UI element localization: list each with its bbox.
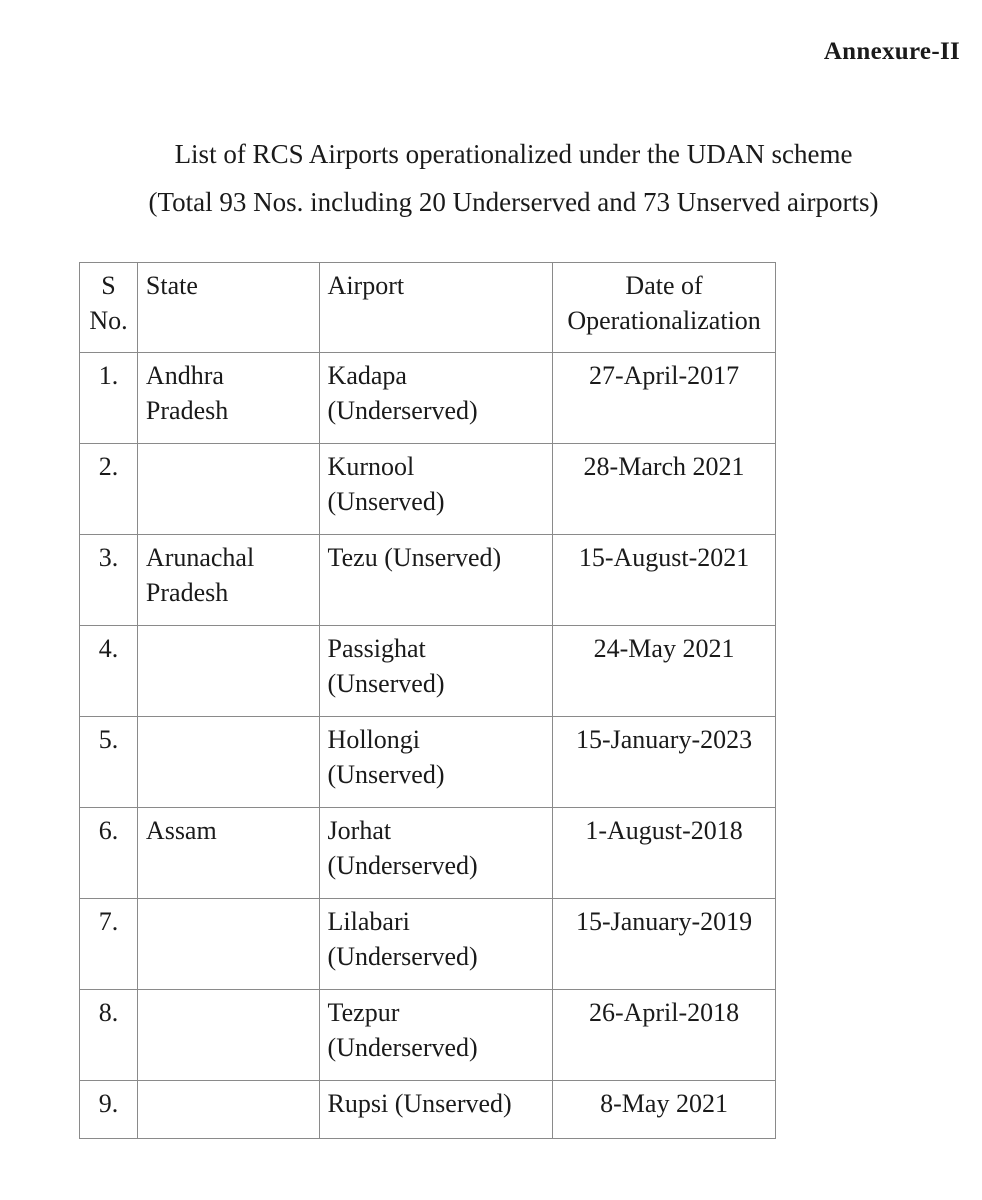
cell-airport: Rupsi (Unserved): [319, 1081, 553, 1139]
cell-date: 8-May 2021: [553, 1081, 776, 1139]
cell-airport: Kadapa (Underserved): [319, 353, 553, 444]
title-line-1: List of RCS Airports operationalized under the UDAN scheme: [174, 139, 853, 169]
cell-sno: 7.: [80, 899, 138, 990]
cell-date: 1-August-2018: [553, 808, 776, 899]
cell-sno: 9.: [80, 1081, 138, 1139]
cell-date: 24-May 2021: [553, 626, 776, 717]
cell-airport: Tezu (Unserved): [319, 535, 553, 626]
table-row: [80, 1081, 776, 1139]
table-row: [80, 990, 776, 1081]
cell-sno: 1.: [80, 353, 138, 444]
cell-state: [137, 990, 319, 1081]
cell-airport: Lilabari (Underserved): [319, 899, 553, 990]
cell-airport: Passighat (Unserved): [319, 626, 553, 717]
cell-sno: 3.: [80, 535, 138, 626]
cell-sno: 4.: [80, 626, 138, 717]
cell-airport: Tezpur (Underserved): [319, 990, 553, 1081]
document-title: [0, 130, 982, 226]
annexure-label: Annexure-II: [823, 38, 960, 65]
airports-table: [79, 262, 776, 1139]
cell-date: 15-August-2021: [553, 535, 776, 626]
cell-sno: 6.: [80, 808, 138, 899]
header-state: State: [137, 263, 319, 353]
cell-sno: 2.: [80, 444, 138, 535]
cell-state: Andhra Pradesh: [137, 353, 319, 444]
table-row: [80, 717, 776, 808]
cell-sno: 8.: [80, 990, 138, 1081]
cell-date: 15-January-2023: [553, 717, 776, 808]
table-row: [80, 353, 776, 444]
header-airport: Airport: [319, 263, 553, 353]
cell-date: 28-March 2021: [553, 444, 776, 535]
cell-date: 26-April-2018: [553, 990, 776, 1081]
cell-date: 27-April-2017: [553, 353, 776, 444]
cell-airport: Kurnool (Unserved): [319, 444, 553, 535]
header-date: Date of Operationalization: [553, 263, 776, 353]
cell-state: Arunachal Pradesh: [137, 535, 319, 626]
table-row: [80, 444, 776, 535]
cell-state: [137, 717, 319, 808]
header-sno: S No.: [80, 263, 138, 353]
table-row: [80, 899, 776, 990]
cell-airport: Hollongi (Unserved): [319, 717, 553, 808]
cell-state: [137, 626, 319, 717]
table-row: [80, 808, 776, 899]
table-row: [80, 626, 776, 717]
cell-state: [137, 444, 319, 535]
cell-state: [137, 899, 319, 990]
cell-sno: 5.: [80, 717, 138, 808]
title-line-2: (Total 93 Nos. including 20 Underserved and 73 Unserved airports): [148, 187, 879, 217]
cell-state: Assam: [137, 808, 319, 899]
cell-airport: Jorhat (Underserved): [319, 808, 553, 899]
cell-state: [137, 1081, 319, 1139]
table-row: [80, 535, 776, 626]
table-header-row: [80, 263, 776, 353]
cell-date: 15-January-2019: [553, 899, 776, 990]
